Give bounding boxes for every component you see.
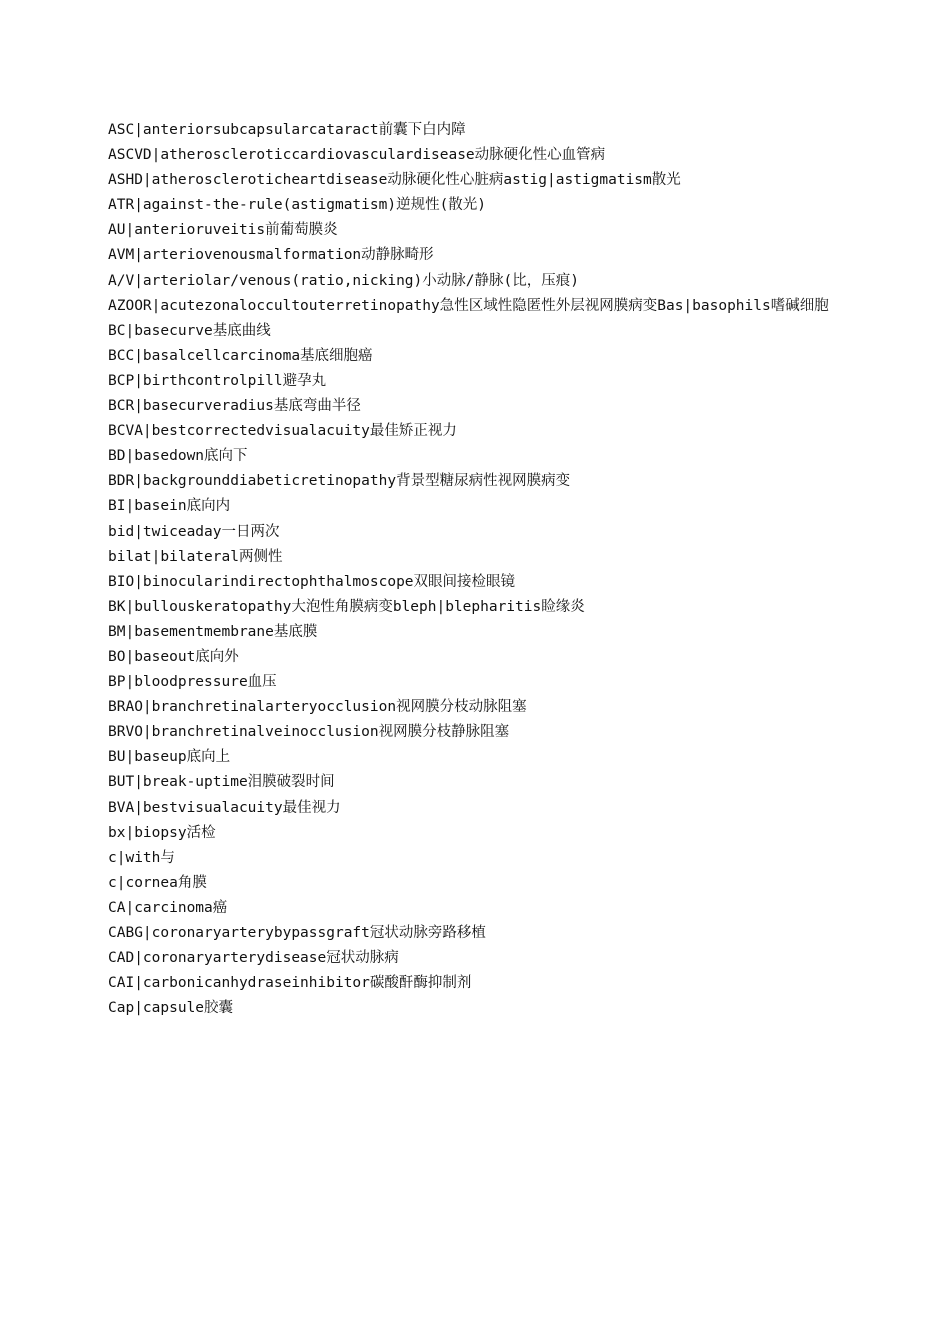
- list-item: BUT|break-uptime泪膜破裂时间: [108, 774, 335, 791]
- list-item: AVM|arteriovenousmalformation动静脉畸形: [108, 247, 434, 264]
- list-item: A/V|arteriolar/venous(ratio,nicking)小动脉/静脉(比，压痕): [108, 272, 579, 289]
- list-item: BRVO|branchretinalveinocclusion视网膜分枝静脉阻塞: [108, 724, 510, 741]
- list-item: AU|anterioruveitis前葡萄膜炎: [108, 222, 338, 239]
- list-item: bid|twiceaday一日两次: [108, 523, 280, 540]
- list-item: AZOOR|acutezonaloccultouterretinopathy急性区域性隐匿性外层视网膜病变Bas|basophils嗜碱细胞: [108, 297, 829, 314]
- list-item: ASHD|atheroscleroticheartdisease动脉硬化性心脏病astig|astigmatism散光: [108, 172, 681, 189]
- list-item: BP|bloodpressure血压: [108, 674, 277, 691]
- list-item: c|with与: [108, 849, 175, 866]
- list-item: BK|bullouskeratopathy大泡性角膜病变bleph|blepharitis睑缘炎: [108, 598, 585, 615]
- list-item: BC|basecurve基底曲线: [108, 322, 271, 339]
- list-item: BVA|bestvisualacuity最佳视力: [108, 799, 341, 816]
- list-item: ASCVD|atheroscleroticcardiovasculardisease动脉硬化性心血管病: [108, 147, 606, 164]
- list-item: BCR|basecurveradius基底弯曲半径: [108, 398, 361, 415]
- list-item: bx|biopsy活检: [108, 824, 216, 841]
- list-item: BU|baseup底向上: [108, 749, 231, 766]
- list-item: bilat|bilateral两侧性: [108, 548, 283, 565]
- abbreviation-list: [108, 118, 848, 1021]
- list-item: BIO|binocularindirectophthalmoscope双眼间接检眼镜: [108, 573, 516, 590]
- list-item: c|cornea角膜: [108, 874, 207, 891]
- list-item: ATR|against-the-rule(astigmatism)逆规性(散光): [108, 197, 487, 214]
- list-item: CA|carcinoma癌: [108, 899, 228, 916]
- list-item: BDR|backgrounddiabeticretinopathy背景型糖尿病性视网膜病变: [108, 473, 571, 490]
- list-item: CAD|coronaryarterydisease冠状动脉病: [108, 950, 399, 967]
- list-item: BCVA|bestcorrectedvisualacuity最佳矫正视力: [108, 423, 457, 440]
- list-item: BCC|basalcellcarcinoma基底细胞癌: [108, 347, 373, 364]
- list-item: CABG|coronaryarterybypassgraft冠状动脉旁路移植: [108, 925, 486, 941]
- list-item: CAI|carbonicanhydraseinhibitor碳酸酐酶抑制剂: [108, 975, 472, 992]
- list-item: ASC|anteriorsubcapsularcataract前囊下白内障: [108, 122, 466, 138]
- list-item: BI|basein底向内: [108, 498, 231, 515]
- list-item: BRAO|branchretinalarteryocclusion视网膜分枝动脉阻塞: [108, 699, 527, 716]
- list-item: BO|baseout底向外: [108, 648, 239, 665]
- list-item: BD|basedown底向下: [108, 448, 248, 465]
- list-item: BCP|birthcontrolpill避孕丸: [108, 372, 327, 389]
- list-item: Cap|capsule胶囊: [108, 1000, 234, 1017]
- list-item: BM|basementmembrane基底膜: [108, 623, 318, 640]
